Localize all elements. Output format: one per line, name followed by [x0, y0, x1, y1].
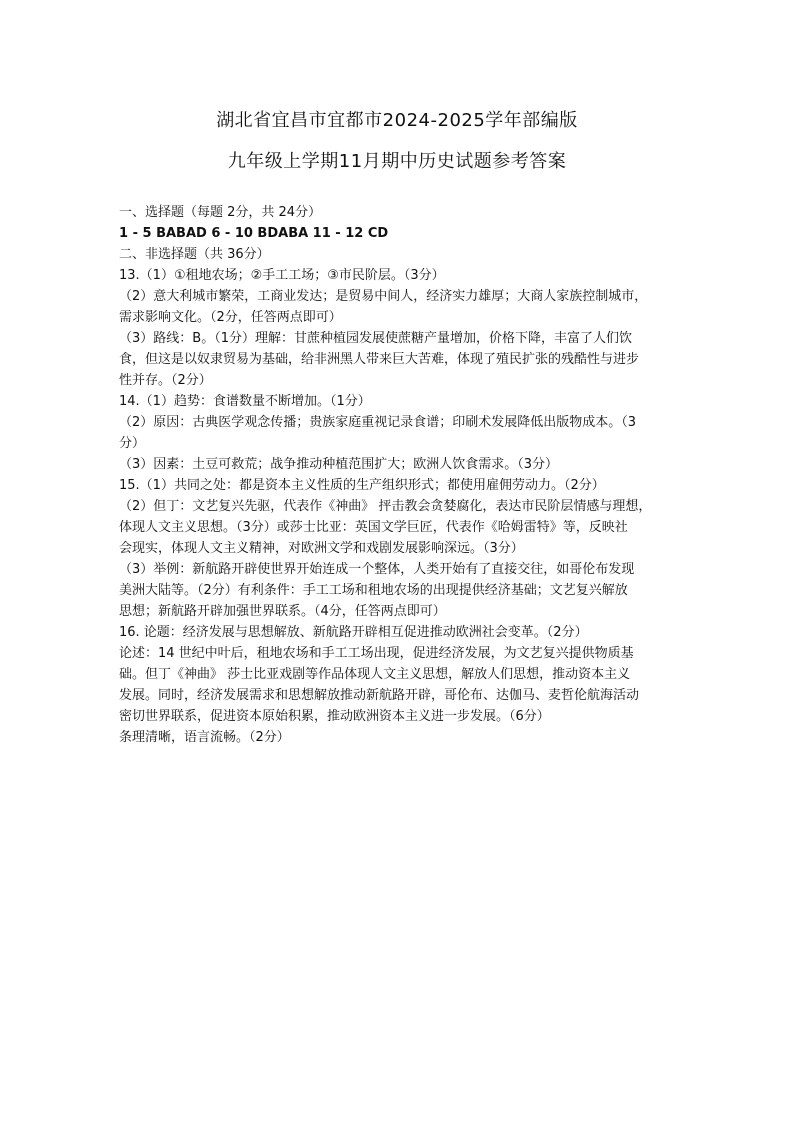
- answer-line: （2）意大利城市繁荣，工商业发达；是贸易中间人，经济实力雄厚；大商人家族控制城市，: [119, 289, 648, 304]
- answer-line: （2）但丁：文艺复兴先驱，代表作《神曲》 抨击教会贪婪腐化，表达市民阶层情感与理想，: [119, 499, 652, 514]
- answer-line: 发展。同时，经济发展需求和思想解放推动新航路开辟，哥伦布、达伽马、麦哲伦航海活动: [119, 688, 640, 703]
- choice-answers: 1 - 5 BABAD 6 - 10 BDABA 11 - 12 CD: [119, 226, 389, 241]
- answer-line: 分）: [119, 436, 146, 451]
- answer-line: 条理清晰，语言流畅。（2分）: [119, 730, 290, 745]
- answer-line: （3）因素：土豆可救荒；战争推动种植范围扩大；欧洲人饮食需求。（3分）: [119, 457, 559, 472]
- answer-line: 美洲大陆等。（2分）有利条件：手工工场和租地农场的出现提供经济基础；文艺复兴解放: [119, 583, 628, 598]
- answer-line: 食，但这是以奴隶贸易为基础，给非洲黑人带来巨大苦难，体现了殖民扩张的残酷性与进步: [119, 352, 640, 367]
- section-heading-choice: 一、选择题（每题 2分，共 24分）: [119, 205, 322, 220]
- answer-line: （2）原因：古典医学观念传播；贵族家庭重视记录食谱；印刷术发展降低出版物成本。（3: [119, 415, 637, 430]
- answer-content: [119, 202, 691, 748]
- answer-line: 性并存。（2分）: [119, 373, 212, 388]
- answer-line: 15.（1）共同之处：都是资本主义性质的生产组织形式；都使用雇佣劳动力。（2分）: [119, 478, 605, 493]
- answer-line: 需求影响文化。（2分，任答两点即可）: [119, 310, 342, 325]
- section-heading-nonchoice: 二、非选择题（共 36分）: [119, 247, 270, 262]
- answer-line: （3）举例：新航路开辟使世界开始连成一个整体，人类开始有了直接交往，如哥伦布发现: [119, 562, 635, 577]
- answer-line: 会现实，体现人文主义精神，对欧洲文学和戏剧发展影响深远。（3分）: [119, 541, 524, 556]
- answer-line: （3）路线：B。（1分）理解：甘蔗种植园发展使蔗糖产量增加，价格下降，丰富了人们饮: [119, 331, 632, 346]
- answer-line: 16. 论题：经济发展与思想解放、新航路开辟相互促进推动欧洲社会变革。（2分）: [119, 625, 588, 640]
- answer-line: 13.（1）①租地农场；②手工工场；③市民阶层。（3分）: [119, 268, 445, 283]
- answer-line: 论述：14 世纪中叶后，租地农场和手工工场出现，促进经济发展，为文艺复兴提供物质基: [119, 646, 634, 661]
- document-title-line-1: 湖北省宜昌市宜都市2024-2025学年部编版: [216, 110, 578, 131]
- answer-line: 体现人文主义思想。（3分）或莎士比亚：英国文学巨匠，代表作《哈姆雷特》等，反映社: [119, 520, 628, 535]
- answer-line: 础。但丁《神曲》 莎士比亚戏剧等作品体现人文主义思想，解放人们思想，推动资本主义: [119, 667, 631, 682]
- answer-line: 14.（1）趋势：食谱数量不断增加。（1分）: [119, 394, 371, 409]
- document-title-line-2: 九年级上学期11月期中历史试题参考答案: [227, 151, 567, 172]
- answer-line: 思想；新航路开辟加强世界联系。（4分，任答两点即可）: [119, 604, 446, 619]
- answer-line: 密切世界联系，促进资本原始积累，推动欧洲资本主义进一步发展。（6分）: [119, 709, 550, 724]
